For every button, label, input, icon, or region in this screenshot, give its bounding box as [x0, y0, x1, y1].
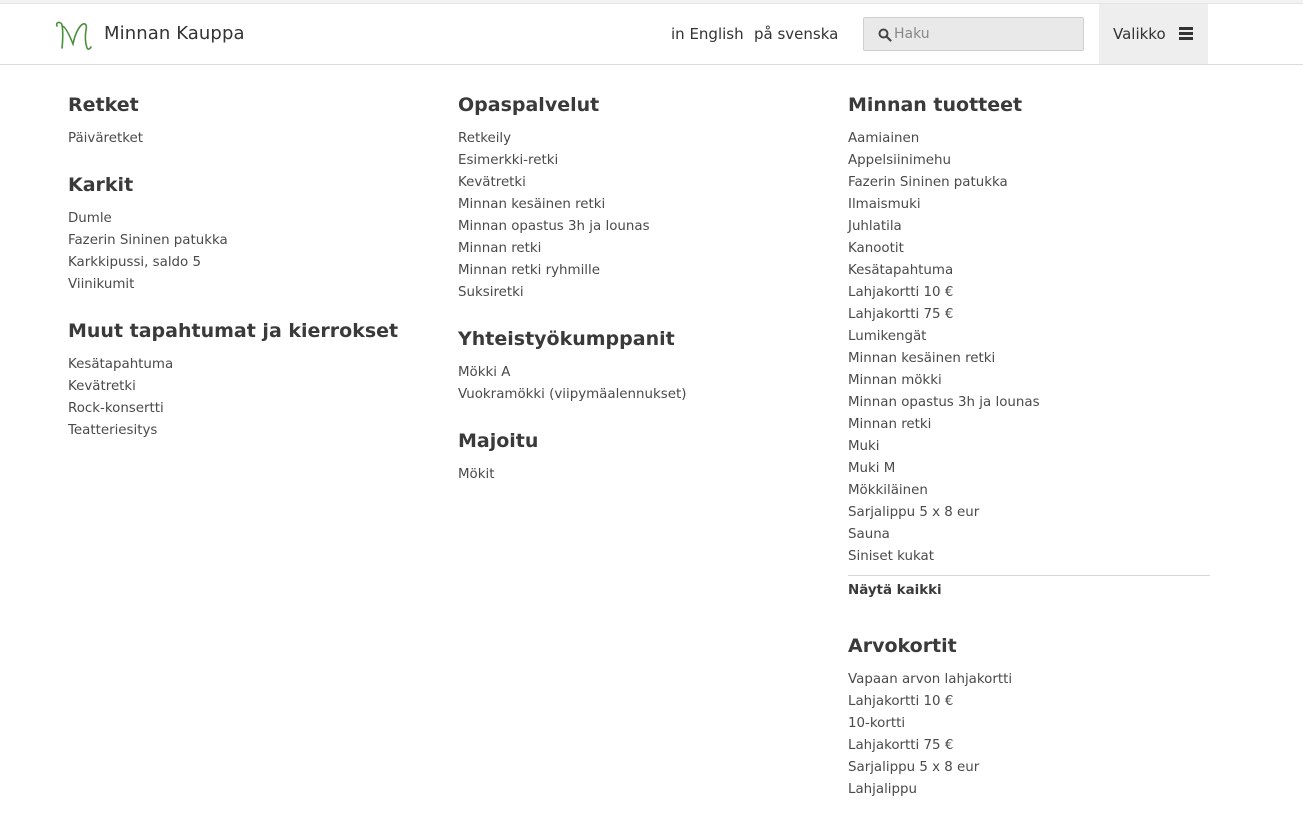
search-icon [878, 28, 892, 42]
menu-button[interactable] [1099, 4, 1208, 64]
language-swedish-link[interactable]: på svenska [754, 25, 839, 43]
menu-link[interactable]: Viinikumit [68, 277, 135, 292]
menu-column-1 [68, 94, 428, 466]
section-title[interactable]: Karkit [68, 174, 134, 196]
menu-label: Valikko [1113, 25, 1166, 43]
menu-link[interactable]: Minnan retki [848, 417, 932, 432]
hamburger-icon [1179, 27, 1193, 40]
menu-link[interactable]: Lahjakortti 75 € [848, 738, 954, 753]
search-box[interactable] [863, 17, 1084, 51]
menu-link[interactable]: Aamiainen [848, 131, 920, 146]
menu-link[interactable]: Minnan retki ryhmille [458, 263, 600, 278]
menu-link[interactable]: Minnan kesäinen retki [848, 351, 996, 366]
menu-column-3 [848, 94, 1210, 825]
site-header [0, 4, 1303, 65]
divider [848, 575, 1210, 576]
menu-link[interactable]: Minnan opastus 3h ja lounas [458, 219, 650, 234]
section-tuotteet-list [848, 94, 1210, 568]
menu-link[interactable]: Muki M [848, 461, 896, 476]
menu-link[interactable]: Kesätapahtuma [848, 263, 954, 278]
menu-link[interactable]: Siniset kukat [848, 549, 934, 564]
menu-link[interactable]: Sarjalippu 5 x 8 eur [848, 505, 980, 520]
menu-link[interactable]: Minnan opastus 3h ja lounas [848, 395, 1040, 410]
section-title[interactable]: Minnan tuotteet [848, 94, 1023, 116]
menu-link[interactable]: Ilmaismuki [848, 197, 921, 212]
menu-link[interactable]: Vuokramökki (viipymäalennukset) [458, 387, 687, 402]
menu-link[interactable]: Kesätapahtuma [68, 357, 174, 372]
menu-link[interactable]: Kanootit [848, 241, 904, 256]
menu-link[interactable]: Lahjalippu [848, 782, 918, 797]
menu-link[interactable]: Mökki A [458, 365, 511, 380]
menu-link[interactable]: Lahjakortti 10 € [848, 694, 954, 709]
section-title[interactable]: Yhteistyökumppanit [458, 328, 675, 350]
section-opaspalvelut [458, 94, 818, 304]
menu-link[interactable]: Lumikengät [848, 329, 927, 344]
m-script-logo-icon[interactable] [53, 20, 93, 52]
menu-link[interactable]: Muki [848, 439, 880, 454]
section-majoitu [458, 430, 818, 486]
menu-link[interactable]: Sarjalippu 5 x 8 eur [848, 760, 980, 775]
menu-link[interactable]: Minnan kesäinen retki [458, 197, 606, 212]
section-retket [68, 94, 428, 150]
menu-link[interactable]: Rock-konsertti [68, 401, 164, 416]
menu-column-2 [458, 94, 818, 510]
menu-link[interactable]: Juhlatila [848, 219, 902, 234]
section-muut [68, 320, 428, 442]
spacer [848, 602, 1210, 635]
brand-name[interactable]: Minnan Kauppa [104, 23, 245, 44]
menu-link[interactable]: Fazerin Sininen patukka [848, 175, 1008, 190]
menu-link[interactable]: Päiväretket [68, 131, 143, 146]
menu-link[interactable]: Kevätretki [458, 175, 526, 190]
menu-link[interactable]: Mökit [458, 467, 495, 482]
language-english-link[interactable]: in English [671, 25, 744, 43]
menu-link[interactable]: Vapaan arvon lahjakortti [848, 672, 1013, 687]
menu-link[interactable]: Minnan retki [458, 241, 542, 256]
search-input[interactable] [894, 18, 1080, 50]
menu-link[interactable]: Dumle [68, 211, 112, 226]
menu-link[interactable]: Lahjakortti 10 € [848, 285, 954, 300]
menu-link[interactable]: Fazerin Sininen patukka [68, 233, 228, 248]
section-title[interactable]: Muut tapahtumat ja kierrokset [68, 320, 399, 342]
menu-link[interactable]: Mökkiläinen [848, 483, 928, 498]
menu-link[interactable]: Karkkipussi, saldo 5 [68, 255, 202, 270]
menu-link[interactable]: Suksiretki [458, 285, 524, 300]
menu-link[interactable]: Appelsiinimehu [848, 153, 951, 168]
menu-link[interactable]: Sauna [848, 527, 890, 542]
menu-link[interactable]: Retkeily [458, 131, 512, 146]
menu-link[interactable]: Esimerkki-retki [458, 153, 559, 168]
section-karkit [68, 174, 428, 296]
section-title[interactable]: Retket [68, 94, 139, 116]
section-title[interactable]: Arvokortit [848, 635, 957, 657]
menu-link[interactable]: 10-kortti [848, 716, 906, 731]
section-yhteistyokumppanit [458, 328, 818, 406]
section-title[interactable]: Opaspalvelut [458, 94, 600, 116]
section-minnan-tuotteet [848, 94, 1210, 602]
menu-link[interactable]: Lahjakortti 75 € [848, 307, 954, 322]
section-title[interactable]: Majoitu [458, 430, 539, 452]
show-all-link[interactable]: Näytä kaikki [848, 583, 942, 598]
section-arvokortit [848, 635, 1210, 801]
menu-link[interactable]: Kevätretki [68, 379, 136, 394]
menu-link[interactable]: Minnan mökki [848, 373, 942, 388]
menu-link[interactable]: Teatteriesitys [68, 423, 158, 438]
